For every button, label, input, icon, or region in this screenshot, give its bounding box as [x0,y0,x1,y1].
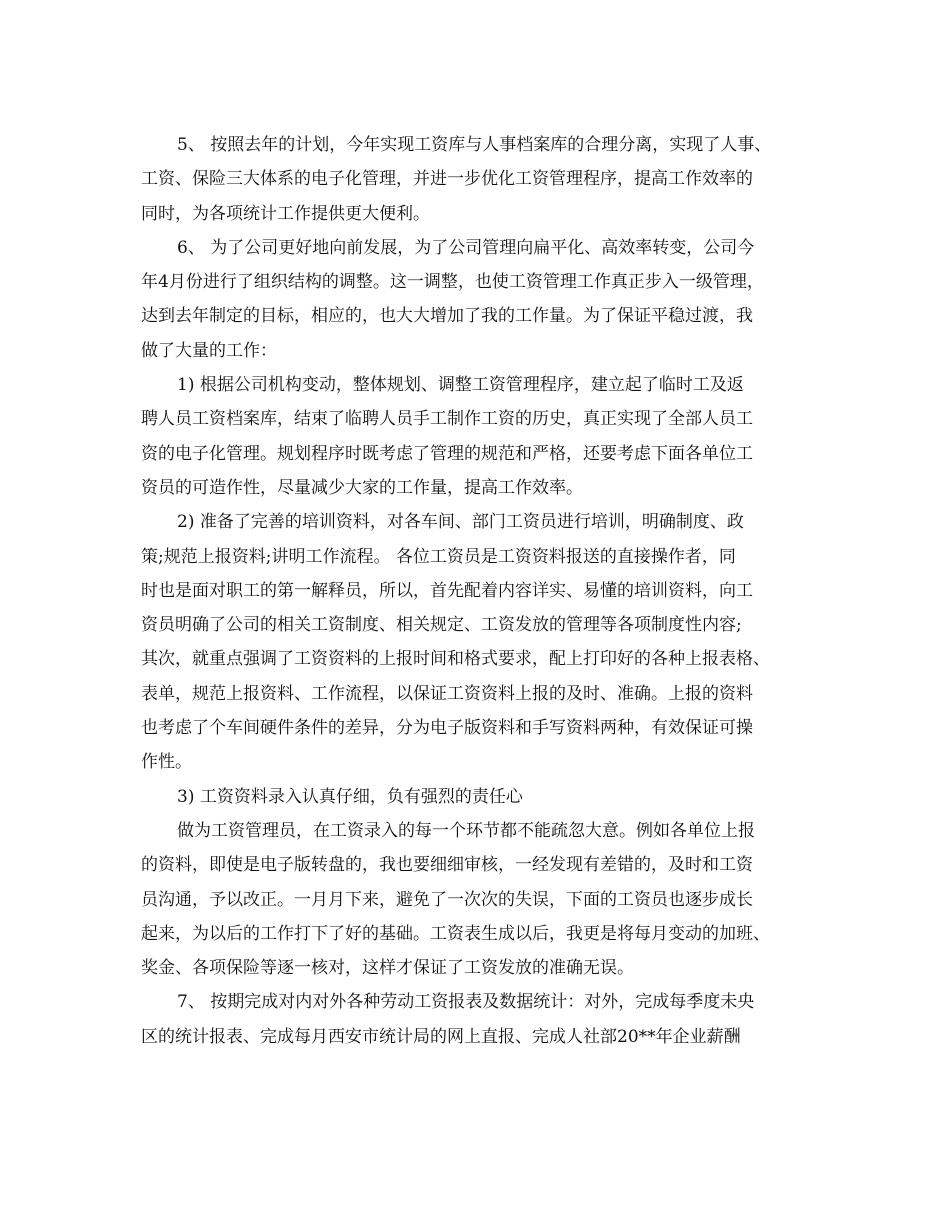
text-line: 6、 为了公司更好地向前发展，为了公司管理向扁平化、高效率转变，公司今 [177,237,755,258]
text-line: 起来，为以后的工作打下了好的基础。工资表生成以后，我更是将每月变动的加班、 [141,923,770,944]
text-line: 区的统计报表、完成每月西安市统计局的网上直报、完成人社部20**年企业薪酬 [141,1026,741,1047]
text-line: 时也是面对职工的第一解释员，所以，首先配着内容详实、易懂的培训资料，向工 [141,580,753,601]
text-line: 做了大量的工作： [141,340,277,361]
text-line: 年4月份进行了组织结构的调整。这一调整，也使工资管理工作真正步入一级管理， [141,272,764,293]
text-line: 表单，规范上报资料、工作流程，以保证工资资料上报的及时、准确。上报的资料 [141,683,753,704]
text-line: 策;规范上报资料;讲明工作流程。 各位工资员是工资资料报送的直接操作者，同 [141,546,736,567]
document-body [141,128,831,1054]
text-line: 资的电子化管理。规划程序时既考虑了管理的规范和严格，还要考虑下面各单位工 [141,443,753,464]
text-line: 聘人员工资档案库，结束了临聘人员手工制作工资的历史，真正实现了全部人员工 [141,409,753,430]
text-line: 工资、保险三大体系的电子化管理，并进一步优化工资管理程序，提高工作效率的 [141,169,753,190]
text-line: 资员的可造作性，尽量减少大家的工作量，提高工作效率。 [141,477,583,498]
text-line: 5、 按照去年的计划，今年实现工资库与人事档案库的合理分离，实现了人事、 [177,135,772,155]
text-line: 奖金、各项保险等逐一核对，这样才保证了工资发放的准确无误。 [141,958,634,979]
text-line: 其次，就重点强调了工资资料的上报时间和格式要求，配上打印好的各种上报表格、 [141,649,770,670]
text-line: 2) 准备了完善的培训资料，对各车间、部门工资员进行培训，明确制度、政 [177,512,744,533]
text-line: 7、 按期完成对内对外各种劳动工资报表及数据统计：对外，完成每季度未央 [177,992,755,1013]
text-line: 做为工资管理员，在工资录入的每一个环节都不能疏忽大意。例如各单位上报 [177,820,755,841]
text-line: 也考虑了个车间硬件条件的差异，分为电子版资料和手写资料两种，有效保证可操 [141,718,753,739]
text-line: 3) 工资资料录入认真仔细，负有强烈的责任心 [177,786,523,807]
text-line: 员沟通，予以改正。一月月下来，避免了一次次的失误，下面的工资员也逐步成长 [141,889,753,910]
text-line: 达到去年制定的目标，相应的，也大大增加了我的工作量。为了保证平稳过渡，我 [141,306,753,327]
text-line: 作性。 [141,752,192,773]
text-line: 资员明确了公司的相关工资制度、相关规定、工资发放的管理等各项制度性内容; [141,615,742,636]
text-line: 的资料，即使是电子版转盘的，我也要细细审核，一经发现有差错的，及时和工资 [141,855,753,876]
text-line: 1) 根据公司机构变动，整体规划、调整工资管理程序，建立起了临时工及返 [177,375,744,396]
text-line: 同时，为各项统计工作提供更大便利。 [141,203,430,224]
